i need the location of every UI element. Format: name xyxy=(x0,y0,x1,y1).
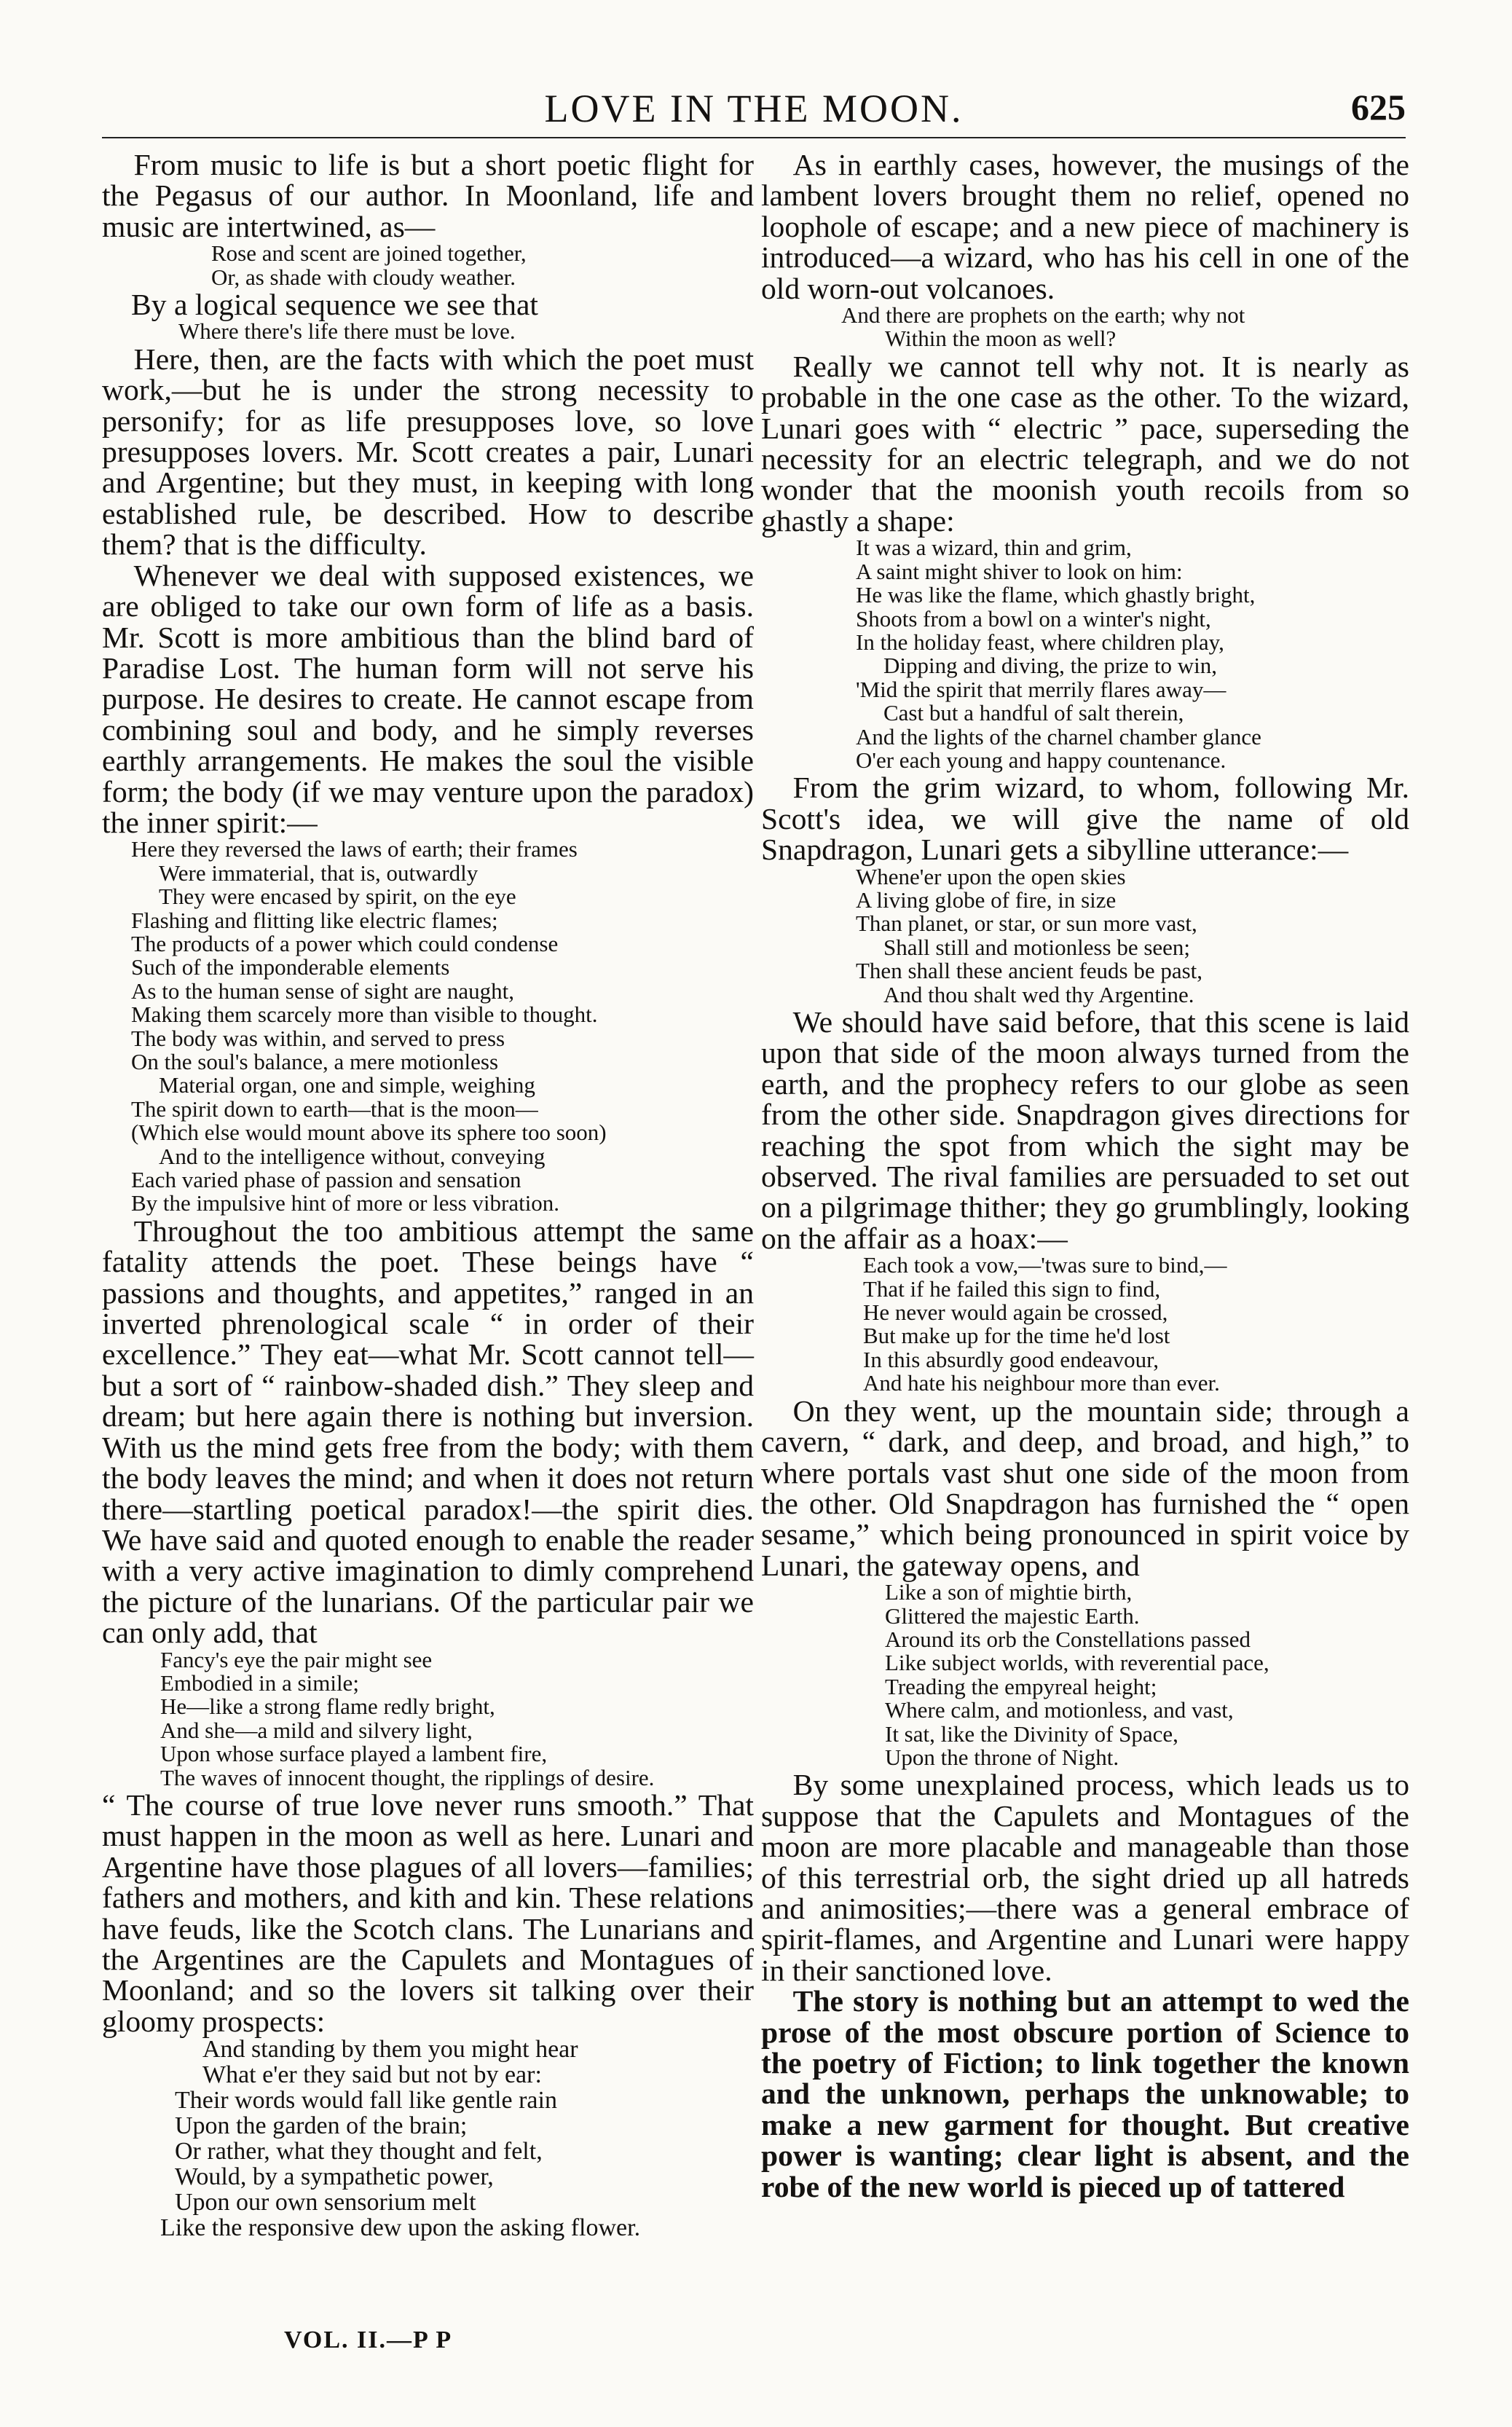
verse-line: And thou shalt wed thy Argentine. xyxy=(883,981,1194,1007)
verse-line: Within the moon as well? xyxy=(885,326,1117,352)
verse-quote xyxy=(761,865,1409,1007)
verse-line: The spirit down to earth—that is the moon— xyxy=(131,1096,538,1122)
verse-line: Their words would fall like gentle rain xyxy=(175,2087,557,2115)
verse-line: Material organ, one and simple, weighing xyxy=(159,1072,535,1098)
verse-line: O'er each young and happy countenance. xyxy=(856,747,1226,773)
verse-line: Upon the garden of the brain; xyxy=(175,2112,468,2140)
verse-line: Shoots from a bowl on a winter's night, xyxy=(856,605,1211,632)
verse-line: And standing by them you might hear xyxy=(202,2036,578,2064)
paragraph: From the grim wizard, to whom, following Mr. Scott's idea, we will give the name of old Snapdragon, Lunari gets a sibylline utterance:— xyxy=(761,771,1409,867)
verse-line: What e'er they said but not by ear: xyxy=(202,2061,542,2089)
paragraph: By some unexplained process, which leads us to suppose that the Capulets and Montagues of the moon are more placable and manageable than those of this terrestrial orb, the sight dried up all hatreds and animosities;—there was a general embrace of spirit-flames, and Argentine and Lunari were happy in their sanctioned love. xyxy=(761,1768,1409,1987)
verse-line: Like subject worlds, with reverential pace, xyxy=(885,1650,1269,1676)
verse-line: Like the responsive dew upon the asking flower. xyxy=(160,2214,641,2242)
verse-line: That if he failed this sign to find, xyxy=(863,1275,1161,1302)
verse-quote xyxy=(102,320,754,343)
paragraph: Here, then, are the facts with which the poet must work,—but he is under the strong necessity to personify; for as life presupposes love, so love presupposes lovers. Mr. Scott creates a pair, Lunari and Argentine; but they must, in keeping with long established rule, be described. How to describe them? that is the difficulty. xyxy=(102,342,754,562)
verse-line: He—like a strong flame redly bright, xyxy=(160,1694,495,1720)
verse-line: And the lights of the charnel chamber glance xyxy=(856,723,1261,750)
page-number: 625 xyxy=(1351,87,1406,127)
page-header xyxy=(102,79,1406,138)
verse-line: Glittered the majestic Earth. xyxy=(885,1602,1140,1629)
verse-line: A living globe of fire, in size xyxy=(856,886,1117,913)
verse-line: But make up for the time he'd lost xyxy=(863,1323,1170,1349)
verse-line: Each took a vow,—'twas sure to bind,— xyxy=(863,1252,1227,1278)
verse-line: Here they reversed the laws of earth; their frames xyxy=(131,836,578,862)
verse-line: By the impulsive hint of more or less vibration. xyxy=(131,1190,560,1216)
paragraph: The story is nothing but an attempt to wed the prose of the most obscure portion of Science to the poetry of Fiction; to link together the known and the unknown, perhaps the unknowable; to make a new garment for thought. But creative power is wanting; clear light is absent, and the robe of the new world is pieced up of tattered xyxy=(761,1984,1409,2203)
paragraph: Really we cannot tell why not. It is nearly as probable in the one case as the other. To the wizard, Lunari goes with “ electric ” pace, superseding the necessity for an electric telegraph, and we do not wonder that the moonish youth recoils from so ghastly a shape: xyxy=(761,349,1409,538)
verse-line: Shall still and motionless be seen; xyxy=(883,934,1191,960)
running-title: LOVE IN THE MOON. xyxy=(544,87,964,130)
verse-line: Upon the throne of Night. xyxy=(885,1744,1119,1770)
verse-line: It sat, like the Divinity of Space, xyxy=(885,1720,1178,1747)
verse-line: It was a wizard, thin and grim, xyxy=(856,535,1132,561)
verse-line: Would, by a sympathetic power, xyxy=(175,2163,494,2191)
verse-line: They were encased by spirit, on the eye xyxy=(159,884,516,910)
paragraph: As in earthly cases, however, the musings of the lambent lovers brought them no relief, opened no loophole of escape; and a new piece of machinery is introduced—a wizard, who has his cell in one of the old worn-out volcanoes. xyxy=(761,148,1409,305)
paragraph: Throughout the too ambitious attempt the same fatality attends the poet. These beings have “ passions and thoughts, and appetites,” ranged in an inverted phrenological scale “ in order of their excellence.” They eat—what Mr. Scott cannot tell—but a sort of “ rainbow-shaded dish.” They sleep and dream; but here again there is nothing but inversion. With us the mind gets free from the body; with them the body leaves the mind; and when it does not return there—startling poetical paradox!—the spirit dies. We have said and quoted enough to enable the reader with a very active imagination to dimly comprehend the picture of the lunarians. Of the particular pair we can only add, that xyxy=(102,1214,754,1650)
paragraph: We should have said before, that this scene is laid upon that side of the moon always turned from the earth, and the prophecy refers to our globe as seen from the other side. Snapdragon gives directions for reaching the spot from which the sight may be observed. The rival families are persuaded to set out on a pilgrimage thither; they go grumblingly, looking on the affair as a hoax:— xyxy=(761,1005,1409,1255)
verse-line: Embodied in a simile; xyxy=(160,1669,359,1696)
verse-line: He was like the flame, which ghastly bright, xyxy=(856,582,1256,608)
paragraph: On they went, up the mountain side; through a cavern, “ dark, and deep, and broad, and high,” to where portals vast shut one side of the moon from the other. Old Snapdragon has furnished the “ open sesame,” which being pronounced in spirit voice by Lunari, the gateway opens, and xyxy=(761,1393,1409,1582)
verse-line: On the soul's balance, a mere motionless xyxy=(131,1049,499,1074)
verse-line: Treading the empyreal height; xyxy=(885,1673,1157,1699)
verse-line: Around its orb the Constellations passed xyxy=(885,1626,1251,1652)
verse-line: Then shall these ancient feuds be past, xyxy=(856,958,1203,984)
verse-line: Flashing and flitting like electric flames; xyxy=(131,907,498,933)
verse-line: And there are prophets on the earth; why not xyxy=(841,302,1245,329)
verse-line: Upon our own sensorium melt xyxy=(175,2189,476,2216)
verse-line: (Which else would mount above its sphere too soon) xyxy=(131,1120,607,1146)
verse-line: Like a son of mightie birth, xyxy=(885,1579,1133,1605)
verse-quote xyxy=(102,2037,754,2241)
verse-quote xyxy=(102,242,754,289)
verse-line: Rose and scent are joined together, xyxy=(211,240,527,267)
signature-mark: VOL. II.—P P xyxy=(284,2326,453,2353)
paragraph: “ The course of true love never runs smooth.” That must happen in the moon as well as here. Lunari and Argentine have those plagues of all lovers—families; fathers and mothers, and kith and kin. These relations have feuds, like the Scotch clans. The Lunarians and the Argentines are the Capulets and Montagues of Moonland; and so the lovers sit talking over their gloomy prospects: xyxy=(102,1787,754,2038)
verse-line: He never would again be crossed, xyxy=(863,1299,1168,1326)
verse-line: The waves of innocent thought, the ripplings of desire. xyxy=(160,1764,655,1790)
verse-line: And hate his neighbour more than ever. xyxy=(863,1370,1220,1396)
verse-line: Upon whose surface played a lambent fire, xyxy=(160,1741,548,1767)
verse-line: Cast but a handful of salt therein, xyxy=(883,700,1184,726)
verse-line: Where there's life there must be love. xyxy=(178,318,516,345)
left-column xyxy=(102,149,754,2241)
verse-quote xyxy=(102,838,754,1216)
verse-quote xyxy=(761,304,1409,351)
verse-line: Fancy's eye the pair might see xyxy=(160,1646,433,1672)
verse-line: Were immaterial, that is, outwardly xyxy=(159,860,479,886)
verse-line: The body was within, and served to press xyxy=(131,1025,505,1051)
verse-quote xyxy=(102,1648,754,1790)
verse-line: Or, as shade with cloudy weather. xyxy=(211,264,516,290)
paragraph: By a logical sequence we see that xyxy=(131,288,538,322)
verse-quote xyxy=(761,1254,1409,1395)
verse-line: Making them scarcely more than visible to thought. xyxy=(131,1002,598,1028)
verse-line: 'Mid the spirit that merrily flares away— xyxy=(856,676,1226,702)
verse-line: Each varied phase of passion and sensation xyxy=(131,1167,521,1193)
verse-line: And she—a mild and silvery light, xyxy=(160,1717,473,1743)
paragraph: From music to life is but a short poetic flight for the Pegasus of our author. In Moonland, life and music are intertwined, as— xyxy=(102,148,754,243)
verse-line: Or rather, what they thought and felt, xyxy=(175,2138,543,2166)
verse-line: Dipping and diving, the prize to win, xyxy=(883,653,1218,679)
verse-line: The products of a power which could condense xyxy=(131,930,559,956)
verse-line: Than planet, or star, or sun more vast, xyxy=(856,910,1197,937)
verse-line: Whene'er upon the open skies xyxy=(856,863,1126,889)
verse-line: Where calm, and motionless, and vast, xyxy=(885,1697,1234,1723)
verse-quote xyxy=(761,1581,1409,1769)
verse-line: In the holiday feast, where children play, xyxy=(856,629,1224,655)
verse-line: As to the human sense of sight are naught, xyxy=(131,978,515,1004)
right-column xyxy=(761,149,1409,2202)
verse-line: In this absurdly good endeavour, xyxy=(863,1346,1159,1372)
verse-quote xyxy=(761,536,1409,772)
verse-line: Such of the imponderable elements xyxy=(131,954,450,980)
verse-line: A saint might shiver to look on him: xyxy=(856,558,1183,584)
verse-line: And to the intelligence without, conveying xyxy=(159,1143,546,1169)
paragraph: Whenever we deal with supposed existences, we are obliged to take our own form of life as a basis. Mr. Scott is more ambitious than the blind bard of Paradise Lost. The human form will not serve his purpose. He desires to create. He cannot escape from combining soul and body, and he simply reverses earthly arrangements. He makes the soul the visible form; the body (if we may venture upon the paradox) the inner spirit:— xyxy=(102,558,754,839)
